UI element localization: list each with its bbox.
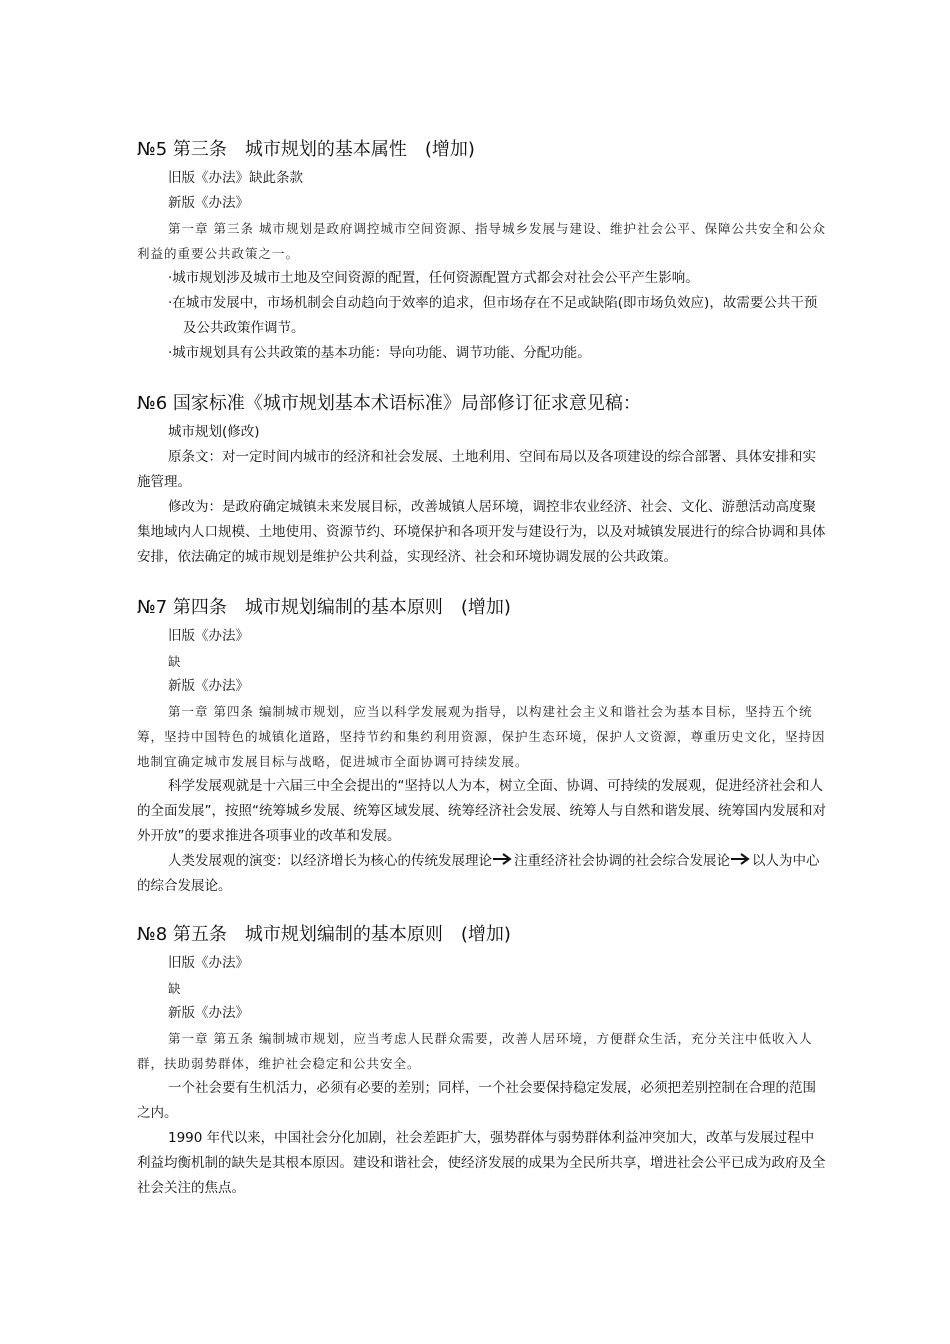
old-version-label: 旧版《办法》 (168, 628, 249, 644)
new-version-label: 新版《办法》 (168, 195, 249, 211)
article-quote: 第一章 第五条 编制城市规划，应当考虑人民群众需要，改善人居环境，方便群众生活，充分关注中低收入人群，扶助弱势群体，维护社会稳定和公共安全。 (137, 1031, 813, 1071)
evolution-stage-1: 人类发展观的演变：以经济增长为核心的传统发展理论 (168, 853, 492, 869)
section-6-heading: №6 国家标准《城市规划基本术语标准》局部修订征求意见稿： (137, 393, 641, 414)
missing-text: 缺 (168, 654, 182, 669)
paragraph: 科学发展观就是十六届三中全会提出的“坚持以人为本，树立全面、协调、可持续的发展观，促进经济社会和人的全面发展”，按照“统筹城乡发展、统筹区域发展、统筹经济社会发展、统筹人与自然和谐发展、统筹国内发展和对外开放”的要求推进各项事业的改革和发展。 (137, 778, 826, 844)
section-7-heading: №7 第四条 城市规划编制的基本原则 (增加) (137, 597, 511, 618)
arrow-right-icon (730, 852, 752, 866)
section-5-heading: №5 第三条 城市规划的基本属性 (增加) (137, 139, 475, 160)
old-version-label: 旧版《办法》 (168, 955, 249, 971)
new-version-label: 新版《办法》 (168, 1005, 249, 1021)
original-text: 原条文：对一定时间内城市的经济和社会发展、土地利用、空间布局以及各项建设的综合部署、具体安排和实施管理。 (137, 449, 816, 490)
section-7 (137, 595, 827, 899)
paragraph: 1990 年代以来，中国社会分化加剧，社会差距扩大，强势群体与弱势群体利益冲突加大，改革与发展过程中利益均衡机制的缺失是其根本原因。建设和谐社会，使经济发展的成果为全民所共享，增进社会公平已成为政府及全社会关注的焦点。 (137, 1130, 826, 1196)
bullet-item: ·城市规划具有公共政策的基本功能：导向功能、调节功能、分配功能。 (168, 345, 591, 361)
evolution-stage-2: 注重经济社会协调的社会综合发展论 (514, 853, 730, 869)
new-version-label: 新版《办法》 (168, 678, 249, 694)
section-8-heading: №8 第五条 城市规划编制的基本原则 (增加) (137, 924, 511, 945)
bullet-item: ·城市规划涉及城市土地及空间资源的配置，任何资源配置方式都会对社会公平产生影响。 (168, 270, 699, 286)
section-6 (137, 391, 827, 570)
revised-text: 修改为：是政府确定城镇未来发展目标，改善城镇人居环境，调控非农业经济、社会、文化、游憩活动高度聚集地域内人口规模、土地使用、资源节约、环境保护和各项开发与建设行为，以及对城镇发展进行的综合协调和具体安排，依法确定的城市规划是维护公共利益，实现经济、社会和环境协调发展的公共政策。 (137, 499, 826, 565)
missing-text: 缺 (168, 981, 182, 996)
section-8 (137, 922, 827, 1201)
old-version-label: 旧版《办法》缺此条款 (168, 170, 303, 186)
evolution-stage-3: 以人为中心的综合发展论。 (137, 853, 820, 894)
paragraph: 一个社会要有生机活力，必须有必要的差别；同样，一个社会要保持稳定发展，必须把差别控制在合理的范围之内。 (137, 1080, 816, 1121)
paragraph-evolution (137, 849, 827, 899)
section-5 (137, 137, 827, 366)
bullet-item: ·在城市发展中，市场机制会自动趋向于效率的追求，但市场存在不足或缺陷(即市场负效应)，故需要公共干预及公共政策作调节。 (168, 295, 818, 336)
arrow-right-icon (492, 852, 514, 866)
article-quote: 第一章 第三条 城市规划是政府调控城市空间资源、指导城乡发展与建设、维护社会公平、保障公共安全和公众利益的重要公共政策之一。 (137, 221, 826, 261)
term-label: 城市规划(修改) (168, 424, 260, 440)
article-quote: 第一章 第四条 编制城市规划，应当以科学发展观为指导，以构建社会主义和谐社会为基本目标，坚持五个统筹，坚持中国特色的城镇化道路，坚持节约和集约利用资源，保护生态环境，保护人文资源，尊重历史文化，坚持因地制宜确定城市发展目标与战略，促进城市全面协调可持续发展。 (137, 704, 826, 769)
